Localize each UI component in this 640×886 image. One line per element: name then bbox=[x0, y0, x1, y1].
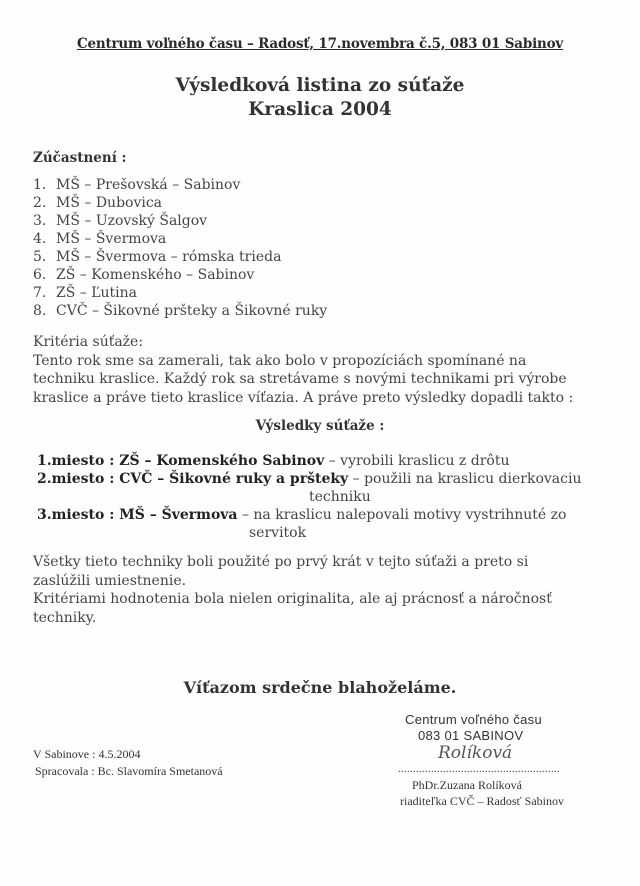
list-item bbox=[33, 302, 327, 320]
list-number: 3. bbox=[33, 213, 47, 229]
winner-name: MŠ – Švermova bbox=[114, 507, 238, 523]
winner-name: CVČ – Šikovné ruky a pršteky bbox=[114, 471, 349, 487]
list-text: MŠ – Švermova – rómska trieda bbox=[56, 249, 282, 265]
signatory-title: riaditeľka CVČ – Radosť Sabinov bbox=[400, 794, 564, 808]
signature-line: ...................................................... bbox=[398, 764, 560, 775]
document-title: Výsledková listina zo súťaže bbox=[175, 75, 465, 96]
result-description: – použili na kraslicu dierkovaciu bbox=[348, 471, 582, 487]
winner-name: ZŠ – Komenského Sabinov bbox=[114, 453, 325, 469]
criteria-line: Tento rok sme sa zamerali, tak ako bolo v propozíciách spomínané na bbox=[33, 352, 527, 369]
list-text: MŠ – Dubovica bbox=[56, 195, 163, 211]
participants-list bbox=[33, 176, 327, 320]
list-number: 1. bbox=[33, 177, 47, 193]
list-text: MŠ – Švermova bbox=[56, 231, 167, 247]
result-row-2 bbox=[37, 470, 581, 488]
stamp-line-1: Centrum voľného času bbox=[405, 712, 542, 727]
place-label: 3.miesto : bbox=[37, 507, 115, 523]
place-label: 1.miesto : bbox=[37, 453, 115, 469]
list-item bbox=[33, 230, 327, 248]
list-item bbox=[33, 176, 327, 194]
result-continuation: techniku bbox=[309, 489, 371, 505]
result-row-3 bbox=[37, 506, 581, 524]
signatory-name: PhDr.Zuzana Rolíková bbox=[412, 778, 522, 792]
organization-header: Centrum voľného času – Radosť, 17.novembra č.5, 083 01 Sabinov bbox=[76, 36, 564, 52]
list-text: CVČ – Šikovné pršteky a Šikovné ruky bbox=[56, 303, 328, 319]
summary-line: zaslúžili umiestnenie. bbox=[33, 572, 187, 589]
results-heading: Výsledky súťaže : bbox=[255, 418, 385, 434]
criteria-line: kraslice a práve tieto kraslice víťazia. A práve preto výsledky dopadli takto : bbox=[33, 389, 574, 406]
closing-statement: Víťazom srdečne blahoželáme. bbox=[183, 678, 457, 697]
list-item bbox=[33, 194, 327, 212]
list-number: 5. bbox=[33, 249, 47, 265]
signature: Rolíková bbox=[438, 743, 513, 763]
list-item bbox=[33, 248, 327, 266]
list-item bbox=[33, 284, 327, 302]
summary-line: techniky. bbox=[33, 609, 97, 626]
criteria-line: techniku kraslice. Každý rok sa stretávame s novými technikami pri výrobe bbox=[33, 371, 567, 387]
list-number: 2. bbox=[33, 195, 47, 211]
place-date: V Sabinove : 4.5.2004 bbox=[33, 747, 141, 761]
list-item bbox=[33, 212, 327, 230]
list-number: 4. bbox=[33, 231, 47, 247]
summary-line: Všetky tieto techniky boli použité po prvý krát v tejto súťaži a preto si bbox=[33, 554, 529, 570]
summary-paragraph bbox=[33, 553, 552, 627]
list-number: 7. bbox=[33, 285, 47, 301]
list-text: MŠ – Uzovský Šalgov bbox=[56, 213, 208, 229]
list-number: 8. bbox=[33, 303, 47, 319]
criteria-paragraph bbox=[33, 333, 573, 407]
list-text: ZŠ – Komenského – Sabinov bbox=[56, 267, 255, 283]
list-text: MŠ – Prešovská – Sabinov bbox=[56, 177, 241, 193]
prepared-by: Spracovala : Bc. Slavomíra Smetanová bbox=[35, 764, 223, 778]
criteria-label: Kritéria súťaže: bbox=[33, 334, 144, 350]
results-list bbox=[37, 452, 581, 542]
result-continuation: servitok bbox=[249, 525, 307, 541]
summary-line: Kritériami hodnotenia bola nielen originalita, ale aj prácnosť a náročnosť bbox=[33, 591, 552, 607]
list-item bbox=[33, 266, 327, 284]
stamp-line-2: 083 01 SABINOV bbox=[418, 728, 524, 743]
document-subtitle: Kraslica 2004 bbox=[248, 99, 392, 120]
list-number: 6. bbox=[33, 267, 47, 283]
result-description: – na kraslicu nalepovali motivy vystrihnuté zo bbox=[237, 507, 567, 523]
result-row-1 bbox=[37, 452, 581, 470]
list-text: ZŠ – Ľutina bbox=[56, 285, 137, 301]
participants-heading: Zúčastnení : bbox=[33, 150, 127, 166]
place-label: 2.miesto : bbox=[37, 471, 115, 487]
result-description: – vyrobili kraslicu z drôtu bbox=[324, 453, 510, 469]
